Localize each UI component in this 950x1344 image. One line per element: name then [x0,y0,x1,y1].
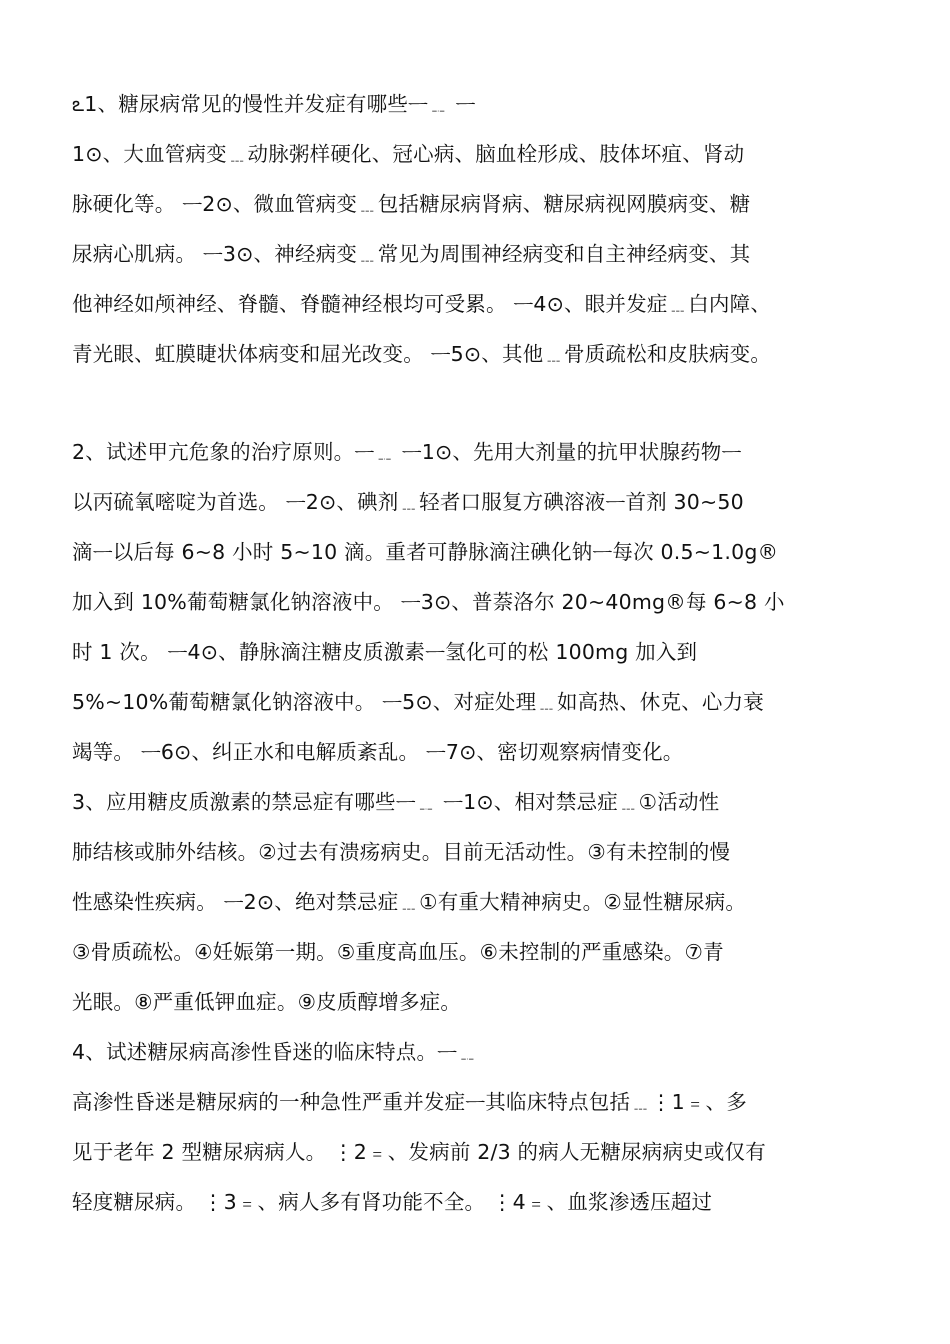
text-line: ఽ1、糖尿病常见的慢性并发症有哪些ᅳ﹎ ᅳ [72,92,476,116]
text-line: 时 1 次。 ᅳ4⊙、静脉滴注糖皮质激素ᅳ氢化可的松 100mg 加入到 [72,640,698,664]
text-line: 2、试述甲亢危象的治疗原则。ᅳ﹎ ᅳ1⊙、先用大剂量的抗甲状腺药物ᅳ [72,440,742,464]
text-line: 肺结核或肺外结核。②过去有溃疡病史。目前无活动性。③有未控制的慢 [72,840,731,864]
text-line: 性感染性疾病。 ᅳ2⊙、绝对禁忌症﹍①有重大精神病史。②显性糖尿病。 [72,890,747,914]
text-line: 加入到 10%葡萄糖氯化钠溶液中。 ᅳ3⊙、普萘洛尔 20~40mg®每 6~8 小 [72,590,785,614]
text-line: 5%~10%葡萄糖氯化钠溶液中。 ᅳ5⊙、对症处理﹍如高热、休克、心力衰 [72,690,764,714]
text-line: 竭等。 ᅳ6⊙、纠正水和电解质紊乱。 ᅳ7⊙、密切观察病情变化。 [72,740,684,764]
text-line: 光眼。⑧严重低钾血症。⑨皮质醇增多症。 [72,990,462,1014]
text-line: 轻度糖尿病。 ⋮3﹦、病人多有肾功能不全。 ⋮4﹦、血浆渗透压超过 [72,1190,713,1214]
text-line: 脉硬化等。 ᅳ2⊙、微血管病变﹍包括糖尿病肾病、糖尿病视网膜病变、糖 [72,192,751,216]
text-line: 见于老年 2 型糖尿病病人。 ⋮2﹦、发病前 2/3 的病人无糖尿病病史或仅有 [72,1140,766,1164]
text-line: ③骨质疏松。④妊娠第一期。⑤重度高血压。⑥未控制的严重感染。⑦青 [72,940,724,964]
text-line: 他神经如颅神经、脊髓、脊髓神经根均可受累。 ᅳ4⊙、眼并发症﹍白内障、 [72,292,772,316]
text-line: 3、应用糖皮质激素的禁忌症有哪些ᅳ﹎ ᅳ1⊙、相对禁忌症﹍①活动性 [72,790,720,814]
text-line: 1⊙、大血管病变﹍动脉粥样硬化、冠心病、脑血栓形成、肢体坏疽、肾动 [72,142,745,166]
text-line: 高渗性昏迷是糖尿病的一种急性严重并发症ᅳ其临床特点包括﹍⋮1﹦、多 [72,1090,747,1114]
text-line: 以丙硫氧嘧啶为首选。 ᅳ2⊙、碘剂﹍轻者口服复方碘溶液ᅳ首剂 30~50 [72,490,744,514]
text-line: 4、试述糖尿病高渗性昏迷的临床特点。ᅳ﹎ [72,1040,478,1064]
text-line: 尿病心肌病。 ᅳ3⊙、神经病变﹍常见为周围神经病变和自主神经病变、其 [72,242,751,266]
text-line: 青光眼、虹膜睫状体病变和屈光改变。 ᅳ5⊙、其他﹍骨质疏松和皮肤病变。 [72,342,772,366]
text-line: 滴ᅳ以后每 6~8 小时 5~10 滴。重者可静脉滴注碘化钠ᅳ每次 0.5~1.0g® [72,540,779,564]
